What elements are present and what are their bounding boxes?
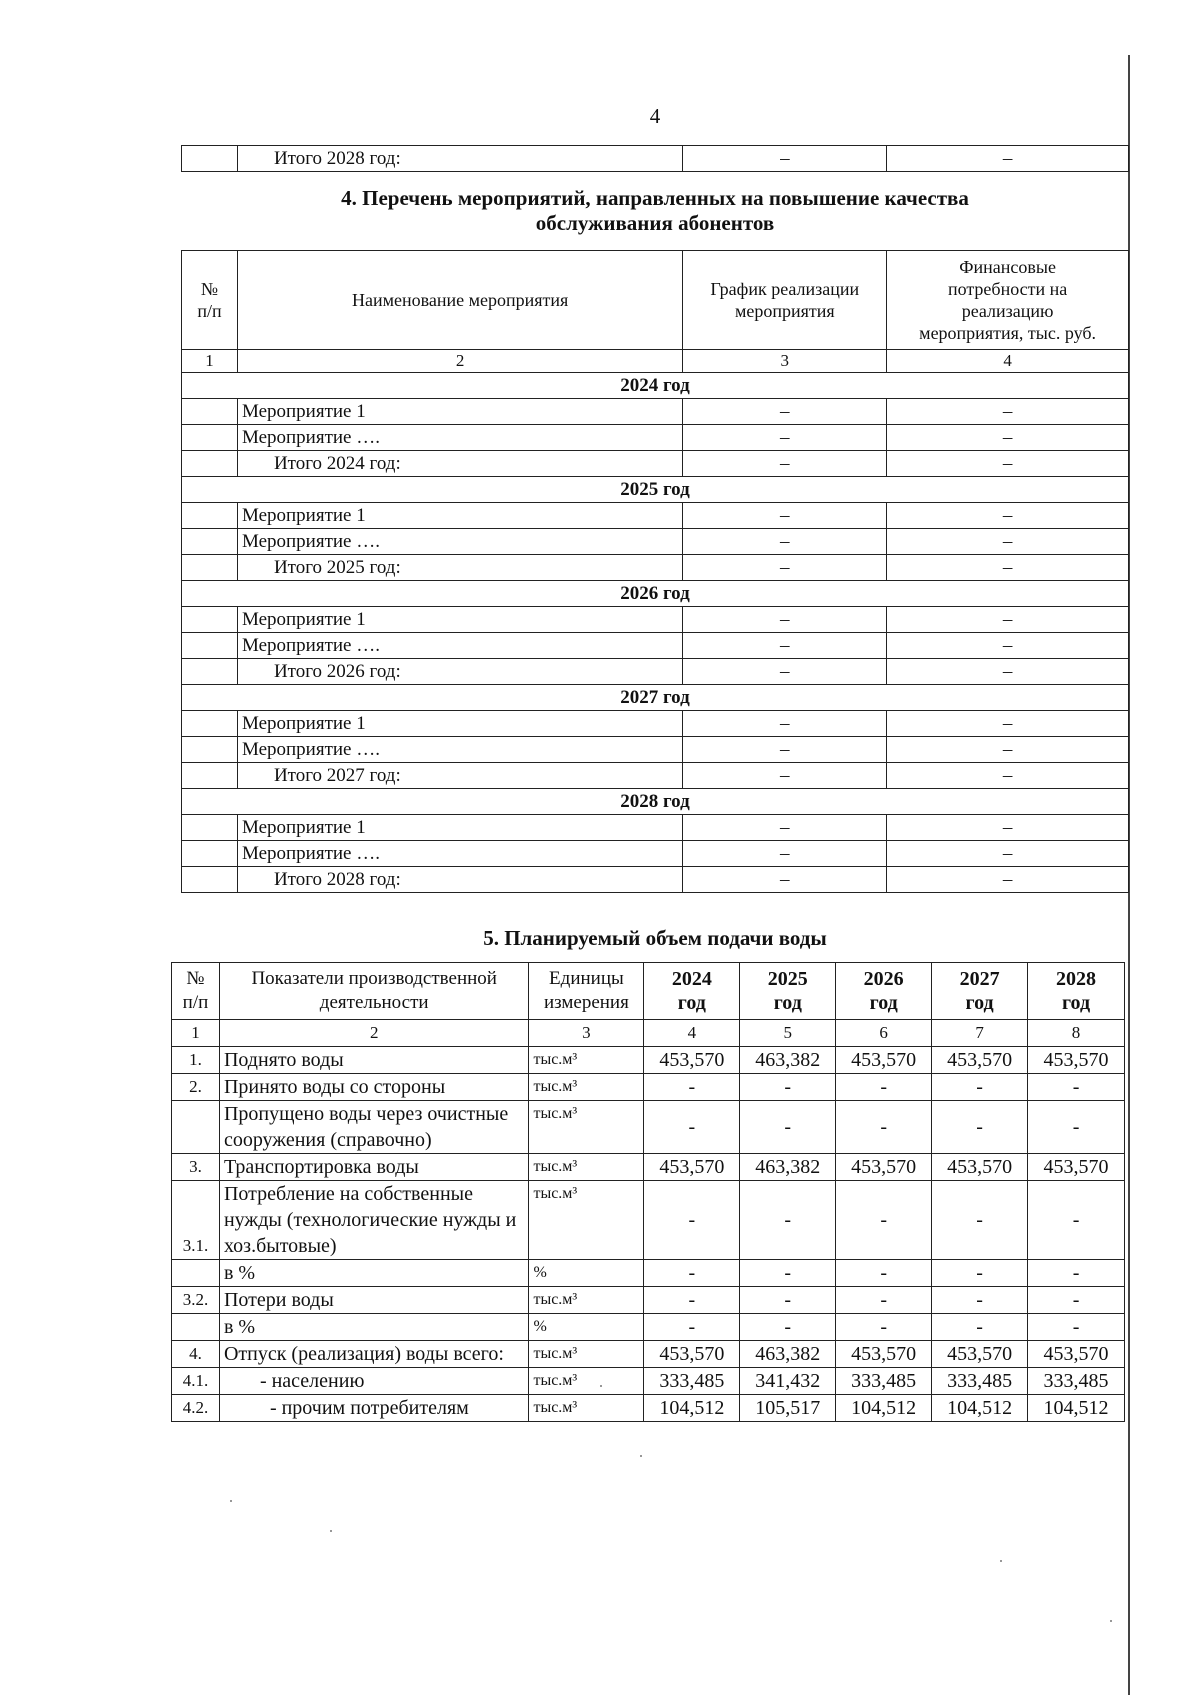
cell-value: 453,570 (836, 1154, 932, 1181)
header-text: Финансовые (959, 257, 1056, 277)
continuation-table (181, 145, 1129, 172)
cell-finance: – (887, 503, 1129, 529)
header-text: № (200, 279, 219, 299)
section4-title-line2: обслуживания абонентов (535, 211, 775, 235)
cell-value: 453,570 (932, 1047, 1028, 1074)
header-text: год (677, 992, 706, 1014)
cell-unit: тыс.м³ (529, 1154, 644, 1181)
cell-finance: – (887, 659, 1129, 685)
cell-finance: – (887, 867, 1129, 893)
cell-unit: тыс.м³ (529, 1047, 644, 1074)
cell-value: - (740, 1314, 836, 1341)
header-finance (887, 251, 1129, 350)
table-row (182, 659, 1129, 685)
header-text: 2027 (959, 968, 1000, 990)
section4-title-line1: 4. Перечень мероприятий, направленных на повышение качества (341, 186, 969, 210)
scan-speck (600, 1385, 602, 1387)
cell-value: 104,512 (932, 1395, 1028, 1422)
year-row (182, 373, 1129, 399)
section5-title: 5. Планируемый объем подачи воды (483, 926, 827, 950)
header-num (182, 251, 238, 350)
column-number: 7 (932, 1020, 1028, 1047)
cell-indicator: Транспортировка воды (219, 1154, 529, 1181)
cell-value: - (740, 1260, 836, 1287)
table-row (172, 1260, 1125, 1287)
cell-finance: – (887, 607, 1129, 633)
header-text: № (186, 968, 205, 989)
header-text: реализацию (961, 301, 1054, 321)
header-text: 2025 (767, 968, 808, 990)
cell-finance: – (887, 711, 1129, 737)
section4-title (181, 186, 1129, 236)
cell-value: 453,570 (932, 1154, 1028, 1181)
cell-num (172, 1260, 220, 1287)
column-number: 3 (683, 350, 887, 373)
cell-value: - (644, 1260, 740, 1287)
cell-schedule: – (683, 146, 887, 172)
cell-unit: тыс.м³ (529, 1287, 644, 1314)
cell-finance: – (887, 815, 1129, 841)
cell-finance: – (887, 555, 1129, 581)
cell-activity-name: Мероприятие 1 (237, 711, 682, 737)
cell-schedule: – (683, 555, 887, 581)
header-text: мероприятия (734, 301, 835, 321)
cell-schedule: – (683, 841, 887, 867)
scan-speck (640, 1455, 642, 1457)
year-heading: 2027 год (182, 685, 1129, 711)
column-number: 1 (182, 350, 238, 373)
header-year (1028, 963, 1125, 1020)
cell-label: Итого 2028 год: (237, 146, 683, 172)
cell-indicator: Принято воды со стороны (219, 1074, 529, 1101)
cell-finance: – (887, 425, 1129, 451)
cell-value: - (1028, 1074, 1125, 1101)
table-row (172, 1101, 1125, 1154)
table-row (182, 451, 1129, 477)
cell-finance: – (887, 737, 1129, 763)
cell-value: 105,517 (740, 1395, 836, 1422)
column-number: 5 (740, 1020, 836, 1047)
cell-value: 463,382 (740, 1341, 836, 1368)
header-text: год (773, 992, 802, 1014)
table-row (182, 867, 1129, 893)
cell-value: - (644, 1314, 740, 1341)
cell-num (182, 711, 238, 737)
cell-num: 3. (172, 1154, 220, 1181)
water-supply-table (171, 962, 1125, 1422)
cell-num: 2. (172, 1074, 220, 1101)
cell-value: - (836, 1181, 932, 1260)
cell-schedule: – (683, 607, 887, 633)
cell-activity-name: Итого 2028 год: (237, 867, 682, 893)
cell-indicator: в % (219, 1314, 529, 1341)
header-name: Наименование мероприятия (237, 251, 682, 350)
cell-unit: тыс.м³ (529, 1101, 644, 1154)
cell-schedule: – (683, 867, 887, 893)
column-number: 2 (219, 1020, 529, 1047)
cell-activity-name: Мероприятие 1 (237, 607, 682, 633)
cell-value: 104,512 (1028, 1395, 1125, 1422)
table-row (172, 1154, 1125, 1181)
cell-activity-name: Мероприятие …. (237, 633, 682, 659)
cell-value: 333,485 (932, 1368, 1028, 1395)
table-row (172, 1181, 1125, 1260)
cell-num (182, 146, 238, 172)
cell-value: - (740, 1287, 836, 1314)
cell-activity-name: Мероприятие 1 (237, 399, 682, 425)
table-row (172, 1074, 1125, 1101)
cell-activity-name: Итого 2025 год: (237, 555, 682, 581)
year-row (182, 581, 1129, 607)
cell-value: - (932, 1260, 1028, 1287)
cell-finance: – (887, 146, 1129, 172)
cell-indicator: Пропущено воды через очистные сооружения (справочно) (219, 1101, 529, 1154)
cell-unit: % (529, 1314, 644, 1341)
cell-value: - (836, 1314, 932, 1341)
header-text: год (869, 992, 898, 1014)
cell-value: - (740, 1101, 836, 1154)
cell-value: - (1028, 1101, 1125, 1154)
cell-indicator: Поднято воды (219, 1047, 529, 1074)
cell-value: 341,432 (740, 1368, 836, 1395)
cell-activity-name: Итого 2024 год: (237, 451, 682, 477)
header-year (932, 963, 1028, 1020)
header-text: потребности на (947, 279, 1068, 299)
cell-value: 453,570 (932, 1341, 1028, 1368)
cell-value: 333,485 (1028, 1368, 1125, 1395)
cell-num (182, 815, 238, 841)
cell-value: - (932, 1101, 1028, 1154)
cell-num: 3.2. (172, 1287, 220, 1314)
year-heading: 2026 год (182, 581, 1129, 607)
cell-num (182, 867, 238, 893)
cell-num (182, 425, 238, 451)
cell-schedule: – (683, 633, 887, 659)
cell-value: 453,570 (836, 1047, 932, 1074)
column-number: 3 (529, 1020, 644, 1047)
cell-num: 4.2. (172, 1395, 220, 1422)
cell-value: 104,512 (644, 1395, 740, 1422)
cell-value: 453,570 (644, 1154, 740, 1181)
year-row (182, 789, 1129, 815)
cell-value: - (1028, 1260, 1125, 1287)
column-number-row (182, 350, 1129, 373)
cell-value: 463,382 (740, 1047, 836, 1074)
cell-value: - (740, 1074, 836, 1101)
cell-value: 453,570 (1028, 1341, 1125, 1368)
cell-schedule: – (683, 737, 887, 763)
scan-speck (1110, 1620, 1112, 1622)
cell-indicator: Потери воды (219, 1287, 529, 1314)
cell-num (182, 451, 238, 477)
header-indicator (219, 963, 529, 1020)
cell-unit: % (529, 1260, 644, 1287)
cell-unit: тыс.м³ (529, 1074, 644, 1101)
header-num (172, 963, 220, 1020)
column-number: 2 (237, 350, 682, 373)
cell-value: - (932, 1314, 1028, 1341)
header-text: мероприятия, тыс. руб. (919, 323, 1097, 343)
cell-unit: тыс.м³ (529, 1368, 644, 1395)
table-row (182, 711, 1129, 737)
cell-num (182, 633, 238, 659)
cell-schedule: – (683, 425, 887, 451)
column-number: 1 (172, 1020, 220, 1047)
cell-value: - (836, 1074, 932, 1101)
year-row (182, 685, 1129, 711)
cell-schedule: – (683, 529, 887, 555)
cell-value: 333,485 (644, 1368, 740, 1395)
cell-num: 4. (172, 1341, 220, 1368)
cell-value: - (932, 1287, 1028, 1314)
cell-num (182, 503, 238, 529)
cell-value: - (932, 1181, 1028, 1260)
table-row (172, 1047, 1125, 1074)
table-row (172, 1314, 1125, 1341)
cell-indicator: Отпуск (реализация) воды всего: (219, 1341, 529, 1368)
cell-num (182, 607, 238, 633)
cell-num: 3.1. (172, 1181, 220, 1260)
cell-finance: – (887, 841, 1129, 867)
cell-unit: тыс.м³ (529, 1341, 644, 1368)
cell-num: 1. (172, 1047, 220, 1074)
header-text: Показатели производственной (251, 968, 497, 989)
header-text: 2028 (1056, 968, 1097, 990)
header-text: деятельности (319, 992, 429, 1013)
cell-schedule: – (683, 451, 887, 477)
cell-value: - (1028, 1287, 1125, 1314)
header-text: п/п (197, 301, 222, 321)
cell-num: 4.1. (172, 1368, 220, 1395)
table-row (182, 607, 1129, 633)
cell-value: 104,512 (836, 1395, 932, 1422)
table-row (172, 1368, 1125, 1395)
cell-num (182, 737, 238, 763)
cell-value: 453,570 (1028, 1154, 1125, 1181)
cell-activity-name: Мероприятие …. (237, 737, 682, 763)
cell-value: 453,570 (1028, 1047, 1125, 1074)
cell-indicator: в % (219, 1260, 529, 1287)
column-number: 6 (836, 1020, 932, 1047)
header-text: Единицы (549, 968, 624, 989)
cell-indicator: Потребление на собственные нужды (технологические нужды и хоз.бытовые) (219, 1181, 529, 1260)
header-text: измерения (543, 992, 629, 1013)
cell-value: 453,570 (644, 1047, 740, 1074)
cell-value: - (644, 1074, 740, 1101)
cell-value: - (1028, 1181, 1125, 1260)
year-heading: 2024 год (182, 373, 1129, 399)
cell-finance: – (887, 529, 1129, 555)
header-text: 2024 (671, 968, 712, 990)
cell-indicator: - прочим потребителям (219, 1395, 529, 1422)
cell-value: - (644, 1181, 740, 1260)
column-number: 4 (887, 350, 1129, 373)
table-row (182, 737, 1129, 763)
table-row (182, 633, 1129, 659)
header-text: год (1061, 992, 1091, 1014)
header-year (836, 963, 932, 1020)
header-schedule (683, 251, 887, 350)
cell-num (172, 1101, 220, 1154)
cell-schedule: – (683, 763, 887, 789)
table-row (182, 425, 1129, 451)
cell-finance: – (887, 451, 1129, 477)
table-row (182, 146, 1129, 172)
year-heading: 2025 год (182, 477, 1129, 503)
header-year (740, 963, 836, 1020)
header-text: График реализации (710, 279, 860, 299)
cell-activity-name: Мероприятие …. (237, 529, 682, 555)
cell-schedule: – (683, 815, 887, 841)
table-row (182, 503, 1129, 529)
cell-activity-name: Итого 2027 год: (237, 763, 682, 789)
activities-table (181, 250, 1129, 893)
cell-num (182, 529, 238, 555)
cell-value: - (836, 1287, 932, 1314)
page-number: 4 (649, 104, 661, 128)
table-row (172, 1287, 1125, 1314)
cell-value: - (644, 1287, 740, 1314)
scan-speck (330, 1530, 332, 1532)
cell-schedule: – (683, 711, 887, 737)
table-row (172, 1341, 1125, 1368)
cell-finance: – (887, 633, 1129, 659)
header-text: п/п (182, 992, 209, 1013)
cell-value: - (740, 1181, 836, 1260)
cell-value: - (644, 1101, 740, 1154)
cell-num (182, 841, 238, 867)
cell-activity-name: Мероприятие …. (237, 425, 682, 451)
table-row (182, 529, 1129, 555)
cell-finance: – (887, 399, 1129, 425)
header-text: год (965, 992, 994, 1014)
scan-speck (230, 1500, 232, 1502)
header-year (644, 963, 740, 1020)
table-row (182, 763, 1129, 789)
cell-value: - (836, 1101, 932, 1154)
cell-indicator: - населению (219, 1368, 529, 1395)
cell-num (182, 659, 238, 685)
cell-value: 453,570 (836, 1341, 932, 1368)
cell-value: - (1028, 1314, 1125, 1341)
cell-value: - (932, 1074, 1028, 1101)
cell-num (182, 399, 238, 425)
year-heading: 2028 год (182, 789, 1129, 815)
cell-unit: тыс.м³ (529, 1181, 644, 1260)
cell-schedule: – (683, 659, 887, 685)
cell-finance: – (887, 763, 1129, 789)
column-number: 4 (644, 1020, 740, 1047)
header-text: 2026 (863, 968, 904, 990)
cell-schedule: – (683, 399, 887, 425)
cell-num (172, 1314, 220, 1341)
cell-num (182, 763, 238, 789)
column-number: 8 (1028, 1020, 1125, 1047)
cell-activity-name: Мероприятие 1 (237, 503, 682, 529)
cell-activity-name: Мероприятие 1 (237, 815, 682, 841)
table-header-row (182, 251, 1129, 350)
table-row (182, 815, 1129, 841)
year-row (182, 477, 1129, 503)
table-row (182, 399, 1129, 425)
cell-value: 453,570 (644, 1341, 740, 1368)
cell-num (182, 555, 238, 581)
cell-schedule: – (683, 503, 887, 529)
cell-value: 333,485 (836, 1368, 932, 1395)
cell-value: 463,382 (740, 1154, 836, 1181)
cell-activity-name: Итого 2026 год: (237, 659, 682, 685)
cell-activity-name: Мероприятие …. (237, 841, 682, 867)
scan-speck (1000, 1560, 1002, 1562)
cell-value: - (836, 1260, 932, 1287)
table-row (182, 555, 1129, 581)
header-unit (529, 963, 644, 1020)
cell-unit: тыс.м³ (529, 1395, 644, 1422)
table-row (182, 841, 1129, 867)
table-row (172, 1395, 1125, 1422)
column-number-row (172, 1020, 1125, 1047)
table-header-row (172, 963, 1125, 1020)
